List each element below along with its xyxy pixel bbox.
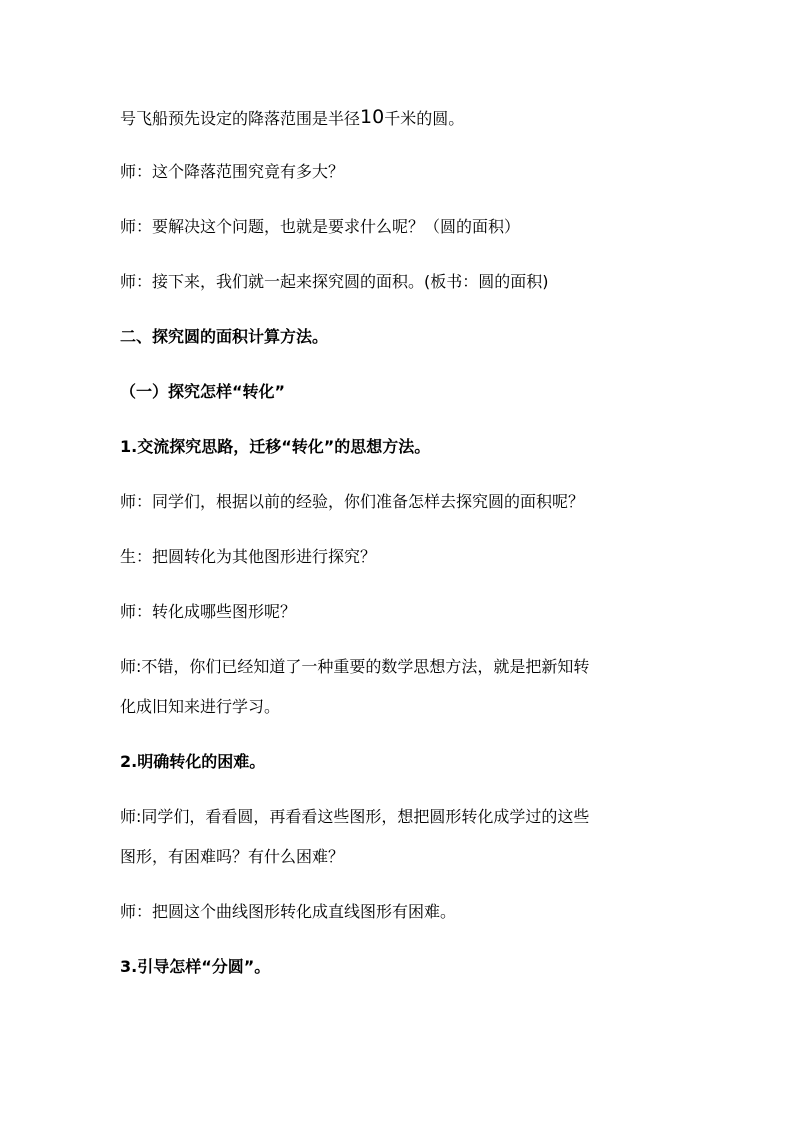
step-heading-3: 3.引导怎样“分圆”。: [120, 957, 271, 976]
paragraph-teacher-difficulty-line1: 师:同学们，看看圆，再看看这些图形，想把圆形转化成学过的这些: [120, 807, 590, 826]
step-heading-1: 1.交流探究思路，迁移“转化”的思想方法。: [120, 437, 431, 456]
paragraph-landing-range: [120, 100, 680, 136]
subsection-heading-1: （一）探究怎样“转化”: [120, 382, 286, 401]
paragraph-teacher-question-what: 师：要解决这个问题，也就是要求什么呢？（圆的面积）: [120, 217, 521, 236]
section-heading-2: 二、探究圆的面积计算方法。: [120, 327, 329, 346]
paragraph-teacher-which-shapes: 师：转化成哪些图形呢？: [120, 602, 297, 621]
paragraph-student-answer: 生：把圆转化为其他图形进行探究？: [120, 547, 377, 566]
paragraph-teacher-method-line2: 化成旧知来进行学习。: [120, 697, 281, 716]
paragraph-teacher-experience: 师：同学们，根据以前的经验，你们准备怎样去探究圆的面积呢？: [120, 492, 585, 511]
paragraph-teacher-difficulty-line2: 图形，有困难吗？有什么困难？: [120, 847, 345, 866]
text-segment: 千米的圆。: [384, 109, 465, 128]
radius-number: 10: [360, 106, 385, 128]
paragraph-teacher-method-line1: 师:不错，你们已经知道了一种重要的数学思想方法，就是把新知转: [120, 657, 590, 676]
paragraph-teacher-question-size: 师：这个降落范围究竟有多大？: [120, 162, 345, 181]
step-heading-2: 2.明确转化的困难。: [120, 752, 266, 771]
paragraph-teacher-next: 师：接下来，我们就一起来探究圆的面积。(板书：圆的面积): [120, 272, 549, 291]
text-segment: 号飞船预先设定的降落范围是半径: [120, 109, 361, 128]
paragraph-teacher-curve-difficulty: 师：把圆这个曲线图形转化成直线图形有困难。: [120, 902, 457, 921]
